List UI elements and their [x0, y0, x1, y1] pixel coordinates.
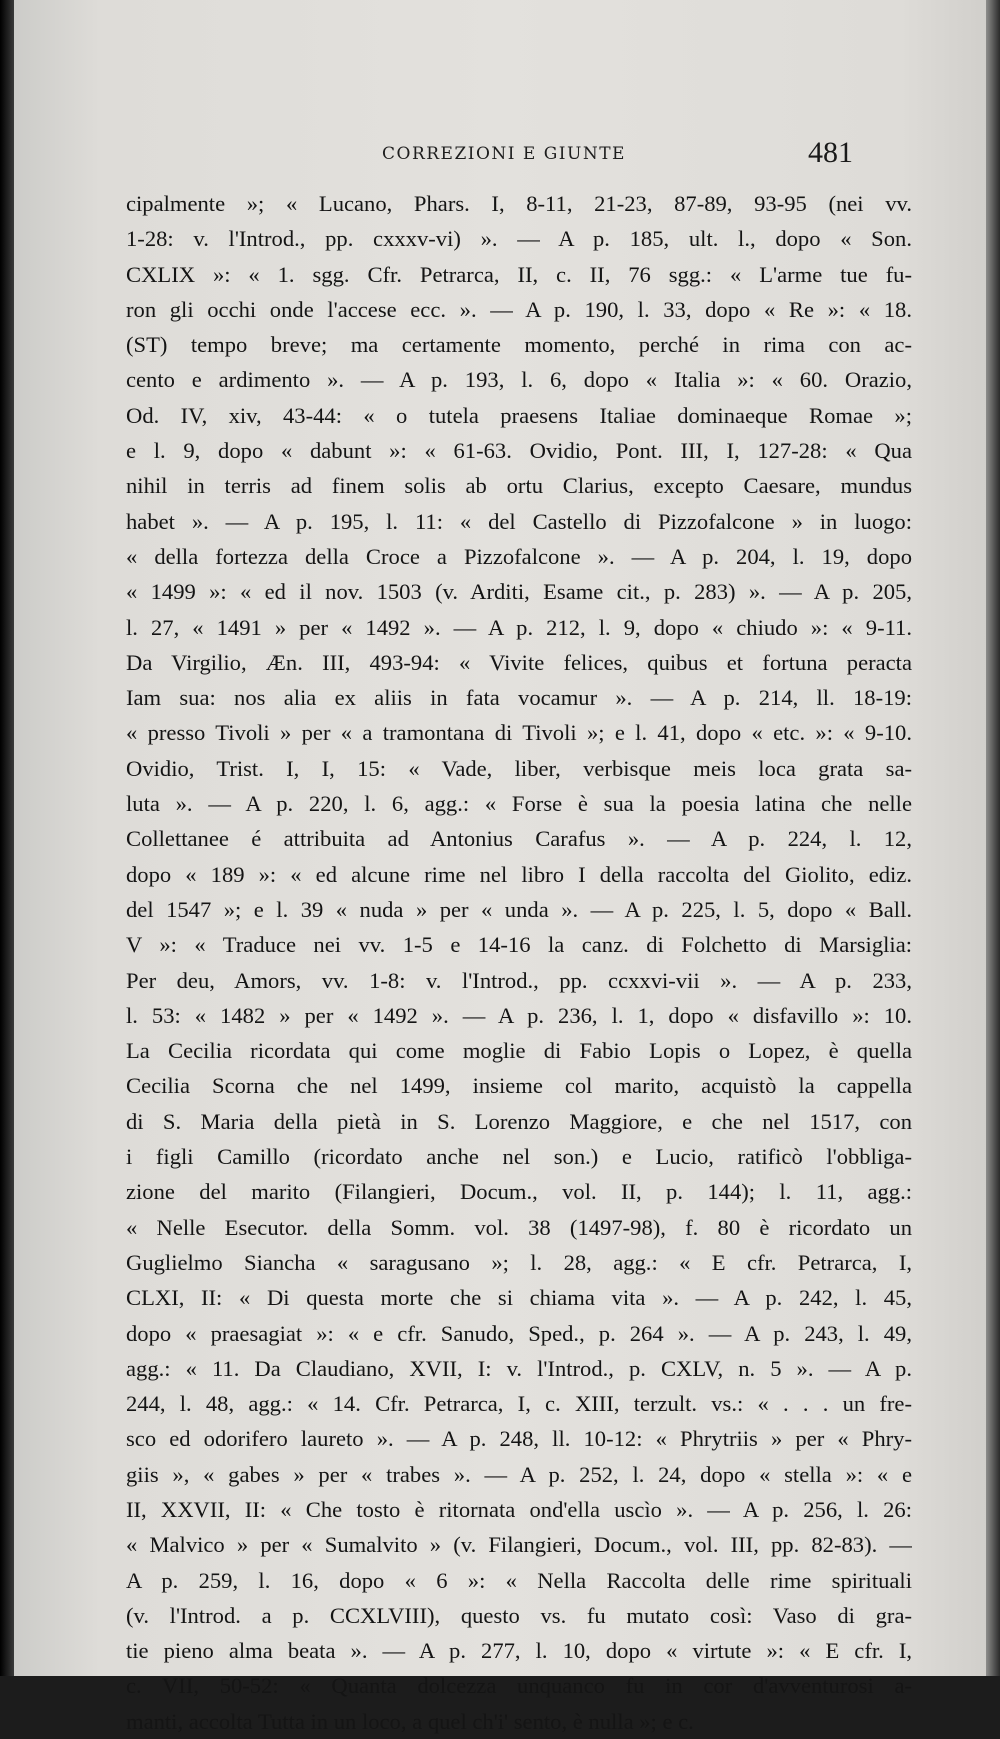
text-line: luta ». — A p. 220, l. 6, agg.: « Forse è sua la poesia latina che nelle — [126, 791, 912, 817]
text-line: tie pieno alma beata ». — A p. 277, l. 10, dopo « virtute »: « E cfr. I, — [126, 1638, 912, 1664]
text-line: CLXI, II: « Di questa morte che si chiama vita ». — A p. 242, l. 45, — [126, 1285, 912, 1311]
text-line: V »: « Traduce nei vv. 1-5 e 14-16 la canz. di Folchetto di Marsiglia: — [126, 932, 912, 958]
text-line: (ST) tempo breve; ma certamente momento, perché in rima con ac- — [126, 332, 912, 358]
text-line: Per deu, Amors, vv. 1-8: v. l'Introd., pp. ccxxvi-vii ». — A p. 233, — [126, 967, 912, 993]
text-line: e l. 9, dopo « dabunt »: « 61-63. Ovidio, Pont. III, I, 127-28: « Qua — [126, 438, 912, 464]
text-line: Collettanee é attribuita ad Antonius Carafus ». — A p. 224, l. 12, — [126, 826, 912, 852]
text-line: del 1547 »; e l. 39 « nuda » per « unda ». — A p. 225, l. 5, dopo « Ball. — [126, 896, 912, 922]
scan-left-edge — [0, 0, 14, 1676]
text-line: (v. l'Introd. a p. CCXLVIII), questo vs. fu mutato così: Vaso di gra- — [126, 1602, 912, 1628]
text-line: Guglielmo Siancha « saragusano »; l. 28, agg.: « E cfr. Petrarca, I, — [126, 1249, 912, 1275]
text-line: habet ». — A p. 195, l. 11: « del Castello di Pizzofalcone » in luogo: — [126, 508, 912, 534]
text-line: sco ed odorifero laureto ». — A p. 248, ll. 10-12: « Phrytriis » per « Phry- — [126, 1426, 912, 1452]
text-line: nihil in terris ad finem solis ab ortu Clarius, excepto Caesare, mundus — [126, 473, 912, 499]
text-line: i figli Camillo (ricordato anche nel son.) e Lucio, ratificò l'obbliga- — [126, 1144, 912, 1170]
text-line: Od. IV, xiv, 43-44: « o tutela praesens Italiae dominaeque Romae »; — [126, 402, 912, 428]
text-line: « presso Tivoli » per « a tramontana di Tivoli »; e l. 41, dopo « etc. »: « 9-10. — [126, 720, 912, 746]
page-header — [0, 136, 1000, 176]
page-number: 481 — [808, 136, 853, 169]
text-line: Cecilia Scorna che nel 1499, insieme col marito, acquistò la cappella — [126, 1073, 912, 1099]
text-line: ron gli occhi onde l'accese ecc. ». — A p. 190, l. 33, dopo « Re »: « 18. — [126, 296, 912, 322]
text-line: « Malvico » per « Sumalvito » (v. Filangieri, Docum., vol. III, pp. 82-83). — — [126, 1532, 912, 1558]
scan-right-edge — [986, 0, 1000, 1676]
text-line: Iam sua: nos alia ex aliis in fata vocamur ». — A p. 214, ll. 18-19: — [126, 685, 912, 711]
page-body-text — [126, 186, 912, 1739]
text-line: dopo « praesagiat »: « e cfr. Sanudo, Sped., p. 264 ». — A p. 243, l. 49, — [126, 1320, 912, 1346]
text-line: « 1499 »: « ed il nov. 1503 (v. Arditi, Esame cit., p. 283) ». — A p. 205, — [126, 579, 912, 605]
text-line: l. 27, « 1491 » per « 1492 ». — A p. 212, l. 9, dopo « chiudo »: « 9-11. — [126, 614, 912, 640]
text-line: Da Virgilio, Æn. III, 493-94: « Vivite felices, quibus et fortuna peracta — [126, 649, 912, 675]
text-line: « della fortezza della Croce a Pizzofalcone ». — A p. 204, l. 19, dopo — [126, 543, 912, 569]
text-line: II, XXVII, II: « Che tosto è ritornata ond'ella uscìo ». — A p. 256, l. 26: — [126, 1496, 912, 1522]
text-line: c. VII, 50-52: « Quanta dolcezza unquanco fu in cor d'avventurosi a- — [126, 1673, 912, 1699]
text-line: manti, accolta Tutta in un loco, a quel ch'i' sento, è nulla »; e c. — [126, 1708, 694, 1734]
text-line: La Cecilia ricordata qui come moglie di Fabio Lopis o Lopez, è quella — [126, 1038, 912, 1064]
text-line: agg.: « 11. Da Claudiano, XVII, I: v. l'Introd., p. CXLV, n. 5 ». — A p. — [126, 1355, 912, 1381]
text-line: CXLIX »: « 1. sgg. Cfr. Petrarca, II, c. II, 76 sgg.: « L'arme tue fu- — [126, 261, 912, 287]
text-line: giis », « gabes » per « trabes ». — A p. 252, l. 24, dopo « stella »: « e — [126, 1461, 912, 1487]
text-line: dopo « 189 »: « ed alcune rime nel libro I della raccolta del Giolito, ediz. — [126, 861, 912, 887]
running-title: CORREZIONI E GIUNTE — [382, 144, 626, 164]
text-line: Ovidio, Trist. I, I, 15: « Vade, liber, verbisque meis loca grata sa- — [126, 755, 912, 781]
text-line: cipalmente »; « Lucano, Phars. I, 8-11, 21-23, 87-89, 93-95 (nei vv. — [126, 191, 912, 216]
text-line: di S. Maria della pietà in S. Lorenzo Maggiore, e che nel 1517, con — [126, 1108, 912, 1134]
text-line: 1-28: v. l'Introd., pp. cxxxv-vi) ». — A p. 185, ult. l., dopo « Son. — [126, 226, 912, 252]
text-line: l. 53: « 1482 » per « 1492 ». — A p. 236, l. 1, dopo « disfavillo »: 10. — [126, 1002, 912, 1028]
text-line: cento e ardimento ». — A p. 193, l. 6, dopo « Italia »: « 60. Orazio, — [126, 367, 912, 393]
text-line: « Nelle Esecutor. della Somm. vol. 38 (1497-98), f. 80 è ricordato un — [126, 1214, 912, 1240]
text-line: zione del marito (Filangieri, Docum., vol. II, p. 144); l. 11, agg.: — [126, 1179, 912, 1205]
text-line: A p. 259, l. 16, dopo « 6 »: « Nella Raccolta delle rime spirituali — [126, 1567, 912, 1593]
text-line: 244, l. 48, agg.: « 14. Cfr. Petrarca, I, c. XIII, terzult. vs.: « . . . un fre- — [126, 1391, 912, 1417]
